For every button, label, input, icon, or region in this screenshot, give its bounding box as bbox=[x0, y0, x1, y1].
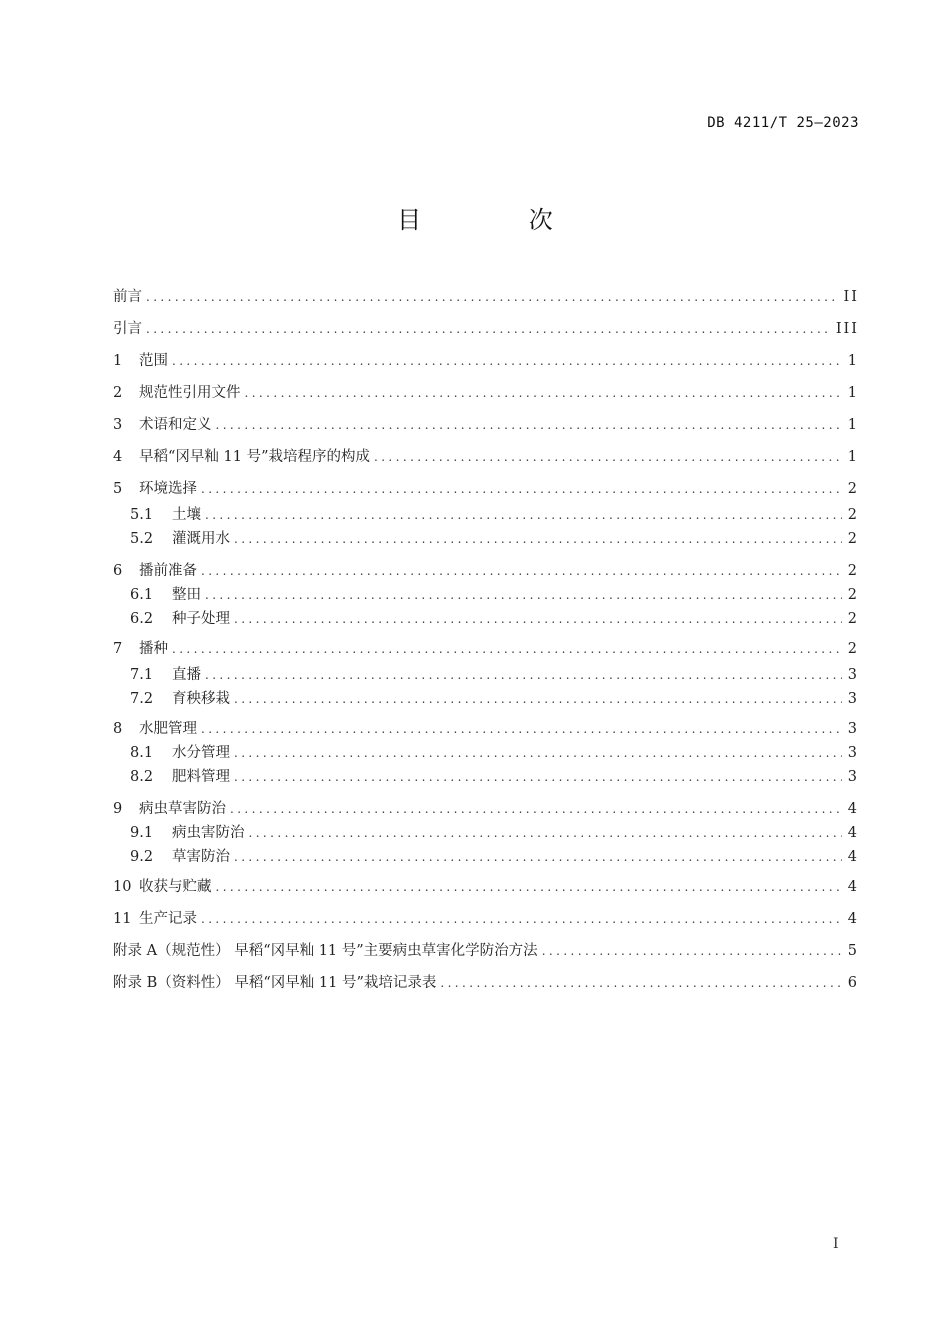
toc-entry[interactable] bbox=[113, 286, 859, 308]
toc-entry[interactable] bbox=[113, 908, 859, 930]
toc-entry[interactable] bbox=[130, 742, 859, 764]
toc-entry-label: 附录 A（规范性） 早稻“冈早籼 11 号”主要病虫草害化学防治方法 bbox=[113, 943, 538, 959]
toc-entry-label: 直播 bbox=[172, 667, 201, 683]
toc-entry-page: 2 bbox=[847, 563, 859, 579]
toc-entry-label: 环境选择 bbox=[139, 481, 197, 497]
toc-entry[interactable] bbox=[130, 584, 859, 606]
toc-entry-number: 9.1 bbox=[130, 825, 154, 841]
toc-entry-number: 2 bbox=[113, 385, 123, 401]
toc-entry-number: 9.2 bbox=[130, 849, 154, 865]
toc-entry-page: III bbox=[835, 321, 859, 337]
toc-leader-dots bbox=[542, 940, 842, 962]
toc-entry[interactable] bbox=[130, 504, 859, 526]
toc-entry-label: 整田 bbox=[172, 587, 201, 603]
toc-entry-page: 4 bbox=[847, 911, 859, 927]
toc-entry-number: 9 bbox=[113, 801, 123, 817]
toc-leader-dots bbox=[146, 286, 838, 308]
toc-leader-dots bbox=[172, 350, 842, 372]
toc-entry-page: 3 bbox=[847, 721, 859, 737]
toc-entry-label: 引言 bbox=[113, 321, 142, 337]
toc-entry[interactable] bbox=[113, 638, 859, 660]
toc-entry-label: 规范性引用文件 bbox=[139, 385, 241, 401]
toc-entry-page: 2 bbox=[847, 507, 859, 523]
toc-entry-number: 3 bbox=[113, 417, 123, 433]
toc-entry-number: 7 bbox=[113, 641, 123, 657]
toc-entry[interactable] bbox=[113, 718, 859, 740]
toc-entry-number: 10 bbox=[113, 879, 132, 895]
toc-entry-page: 4 bbox=[847, 879, 859, 895]
toc-entry-number: 8.2 bbox=[130, 769, 154, 785]
toc-entry-number: 6.1 bbox=[130, 587, 154, 603]
toc-leader-dots bbox=[234, 608, 842, 630]
toc-entry-number: 5 bbox=[113, 481, 123, 497]
toc-entry-page: 1 bbox=[847, 385, 859, 401]
toc-entry-page: 5 bbox=[847, 943, 859, 959]
toc-leader-dots bbox=[234, 688, 842, 710]
toc-entry-label: 附录 B（资料性） 早稻“冈早籼 11 号”栽培记录表 bbox=[113, 975, 437, 991]
toc-entry-label: 水分管理 bbox=[172, 745, 230, 761]
toc-entry-label: 生产记录 bbox=[139, 911, 197, 927]
toc-entry-label: 病虫草害防治 bbox=[139, 801, 226, 817]
toc-entry-page: II bbox=[843, 289, 859, 305]
page-number: I bbox=[833, 1236, 839, 1252]
toc-entry-page: 6 bbox=[847, 975, 859, 991]
toc-leader-dots bbox=[249, 822, 842, 844]
toc-entry[interactable] bbox=[113, 876, 859, 898]
toc-entry[interactable] bbox=[113, 478, 859, 500]
toc-entry-label: 术语和定义 bbox=[139, 417, 212, 433]
toc-entry[interactable] bbox=[130, 766, 859, 788]
toc-entry-page: 3 bbox=[847, 769, 859, 785]
toc-entry[interactable] bbox=[130, 846, 859, 868]
toc-leader-dots bbox=[146, 318, 830, 340]
toc-leader-dots bbox=[205, 664, 842, 686]
toc-entry-number: 8.1 bbox=[130, 745, 154, 761]
toc-leader-dots bbox=[172, 638, 842, 660]
toc-entry-page: 2 bbox=[847, 481, 859, 497]
toc-leader-dots bbox=[201, 478, 842, 500]
toc-entry-label: 肥料管理 bbox=[172, 769, 230, 785]
toc-entry-page: 2 bbox=[847, 611, 859, 627]
toc-leader-dots bbox=[234, 766, 842, 788]
toc-entry[interactable] bbox=[113, 972, 859, 994]
toc-entry[interactable] bbox=[113, 382, 859, 404]
toc-leader-dots bbox=[230, 798, 842, 820]
toc-entry-label: 土壤 bbox=[172, 507, 201, 523]
toc-entry-label: 水肥管理 bbox=[139, 721, 197, 737]
toc-entry[interactable] bbox=[113, 414, 859, 436]
toc-entry-number: 1 bbox=[113, 353, 123, 369]
page-title: 目 次 bbox=[397, 206, 603, 234]
toc-entry-page: 3 bbox=[847, 691, 859, 707]
toc-entry-label: 范围 bbox=[139, 353, 168, 369]
toc-entry[interactable] bbox=[113, 318, 859, 340]
toc-leader-dots bbox=[216, 414, 842, 436]
toc-entry-number: 5.1 bbox=[130, 507, 154, 523]
toc-leader-dots bbox=[201, 560, 842, 582]
toc-leader-dots bbox=[234, 846, 842, 868]
toc-leader-dots bbox=[205, 504, 842, 526]
toc-entry-number: 11 bbox=[113, 911, 132, 927]
toc-entry-label: 灌溉用水 bbox=[172, 531, 230, 547]
toc-entry-page: 1 bbox=[847, 353, 859, 369]
toc-leader-dots bbox=[234, 742, 842, 764]
toc-entry[interactable] bbox=[130, 608, 859, 630]
toc-entry-label: 种子处理 bbox=[172, 611, 230, 627]
toc-entry-number: 4 bbox=[113, 449, 123, 465]
toc-entry-label: 早稻“冈早籼 11 号”栽培程序的构成 bbox=[139, 449, 370, 465]
toc-leader-dots bbox=[245, 382, 842, 404]
toc-entry-label: 播前准备 bbox=[139, 563, 197, 579]
toc-entry-label: 收获与贮藏 bbox=[139, 879, 212, 895]
toc-leader-dots bbox=[216, 876, 842, 898]
toc-leader-dots bbox=[234, 528, 842, 550]
toc-leader-dots bbox=[440, 972, 841, 994]
toc-entry-page: 4 bbox=[847, 801, 859, 817]
toc-entry-label: 病虫害防治 bbox=[172, 825, 245, 841]
toc-leader-dots bbox=[374, 446, 842, 468]
toc-entry-number: 6.2 bbox=[130, 611, 154, 627]
toc-leader-dots bbox=[201, 908, 842, 930]
toc-entry[interactable] bbox=[130, 688, 859, 710]
toc-entry-number: 7.1 bbox=[130, 667, 154, 683]
toc-entry-page: 2 bbox=[847, 587, 859, 603]
toc-entry[interactable] bbox=[113, 350, 859, 372]
document-code: DB 4211/T 25—2023 bbox=[707, 115, 859, 131]
toc-entry[interactable] bbox=[113, 798, 859, 820]
toc-entry-page: 2 bbox=[847, 641, 859, 657]
toc-entry-label: 草害防治 bbox=[172, 849, 230, 865]
toc-entry[interactable] bbox=[130, 822, 859, 844]
toc-entry[interactable] bbox=[113, 940, 859, 962]
toc-entry-page: 3 bbox=[847, 667, 859, 683]
toc-entry[interactable] bbox=[130, 664, 859, 686]
toc-entry-number: 6 bbox=[113, 563, 123, 579]
toc-entry[interactable] bbox=[113, 446, 859, 468]
toc-entry-number: 5.2 bbox=[130, 531, 154, 547]
toc-entry-label: 育秧移栽 bbox=[172, 691, 230, 707]
toc-entry-page: 4 bbox=[847, 849, 859, 865]
toc-entry-page: 4 bbox=[847, 825, 859, 841]
toc-leader-dots bbox=[201, 718, 842, 740]
toc-entry-label: 前言 bbox=[113, 289, 142, 305]
toc-entry-number: 8 bbox=[113, 721, 123, 737]
toc-entry[interactable] bbox=[113, 560, 859, 582]
toc-entry-page: 2 bbox=[847, 531, 859, 547]
toc-entry-number: 7.2 bbox=[130, 691, 154, 707]
toc-leader-dots bbox=[205, 584, 842, 606]
toc-entry-page: 1 bbox=[847, 449, 859, 465]
toc-entry-page: 1 bbox=[847, 417, 859, 433]
toc-entry-page: 3 bbox=[847, 745, 859, 761]
toc-entry[interactable] bbox=[130, 528, 859, 550]
toc-entry-label: 播种 bbox=[139, 641, 168, 657]
